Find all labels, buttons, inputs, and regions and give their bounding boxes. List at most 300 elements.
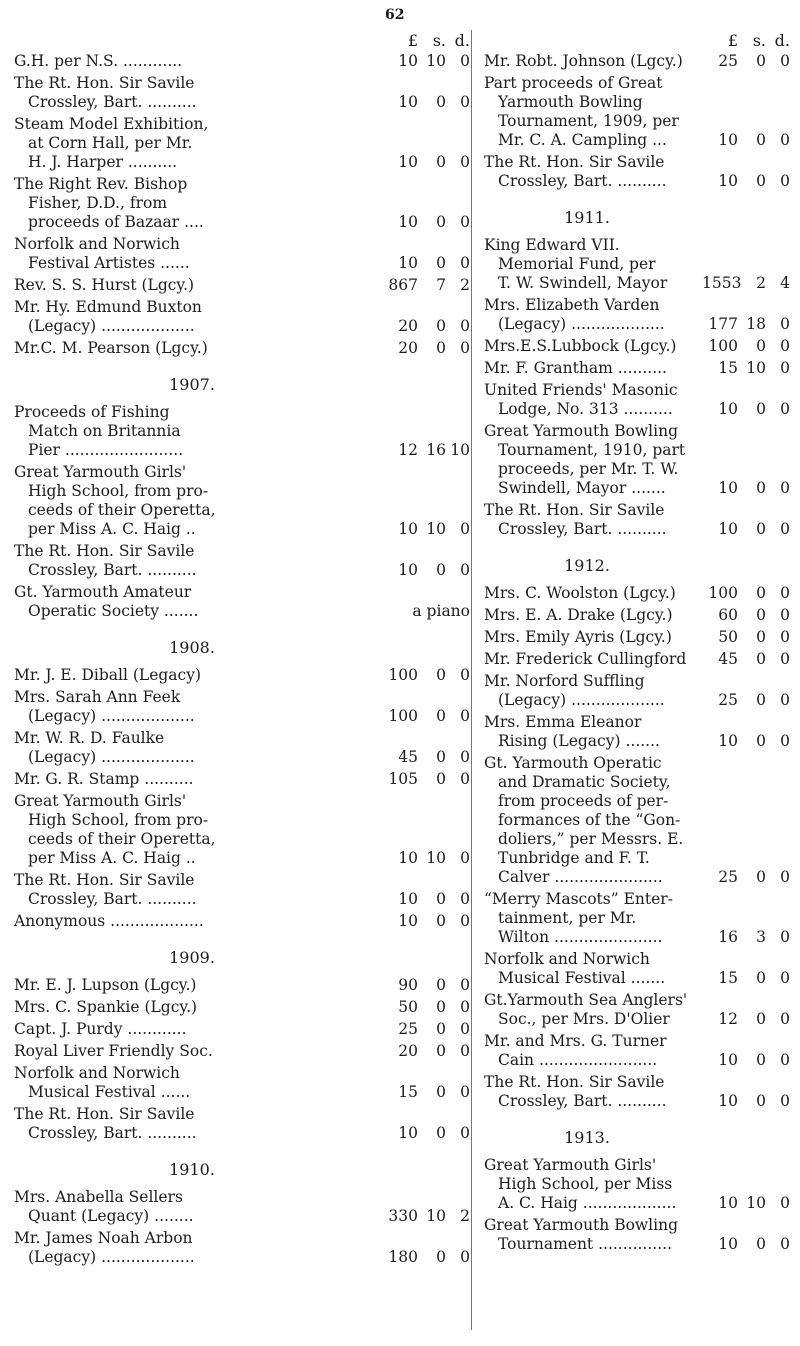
pence-value: 0 bbox=[780, 606, 790, 624]
shillings-value: 10 bbox=[426, 849, 446, 867]
donor-description bbox=[14, 770, 372, 789]
pounds-value: 50 bbox=[718, 628, 738, 646]
pence-value: 0 bbox=[460, 912, 470, 930]
donation-entry bbox=[14, 463, 470, 542]
donation-entry bbox=[484, 606, 790, 628]
donation-entry bbox=[484, 153, 790, 194]
description-line: The Rt. Hon. Sir Savile bbox=[484, 501, 665, 519]
column-divider bbox=[471, 30, 472, 1330]
shillings-value: 10 bbox=[746, 359, 766, 377]
donor-description bbox=[14, 1064, 372, 1102]
amount bbox=[372, 707, 470, 726]
pence-value: 0 bbox=[460, 153, 470, 171]
pence-value: 0 bbox=[780, 1051, 790, 1069]
donation-entry bbox=[14, 770, 470, 792]
description-line: Mr. Frederick Cullingford bbox=[484, 650, 687, 668]
description-line: Wilton ...................... bbox=[498, 928, 663, 946]
description-line: “Merry Mascots” Enter- bbox=[484, 890, 673, 908]
description-line: (Legacy) ................... bbox=[28, 707, 195, 725]
description-line: Great Yarmouth Bowling bbox=[484, 422, 678, 440]
pence-value: 0 bbox=[780, 359, 790, 377]
pounds-value: 10 bbox=[398, 561, 418, 579]
description-line: Mrs. C. Woolston (Lgcy.) bbox=[484, 584, 676, 602]
donation-entry bbox=[14, 792, 470, 871]
donor-description bbox=[14, 1188, 372, 1226]
donation-entry bbox=[484, 584, 790, 606]
description-line: Royal Liver Friendly Soc. bbox=[14, 1042, 213, 1060]
year-heading: 1907. bbox=[169, 375, 215, 394]
pence-value: 0 bbox=[780, 1194, 790, 1212]
description-line: ceeds of their Operetta, bbox=[28, 501, 216, 519]
donor-description bbox=[484, 236, 682, 293]
donation-entry bbox=[484, 754, 790, 890]
amount bbox=[682, 606, 790, 625]
amount bbox=[682, 628, 790, 647]
shillings-value: 0 bbox=[756, 400, 766, 418]
donation-entry bbox=[14, 583, 470, 624]
pounds-value: 16 bbox=[718, 928, 738, 946]
donor-description bbox=[14, 1020, 372, 1039]
donor-description bbox=[484, 628, 682, 647]
shillings-value: 0 bbox=[436, 1020, 446, 1038]
left-entries bbox=[14, 52, 470, 1270]
description-line: Crossley, Bart. .......... bbox=[28, 561, 197, 579]
pounds-value: 10 bbox=[398, 254, 418, 272]
pence-value: 0 bbox=[460, 770, 470, 788]
right-column bbox=[484, 30, 790, 1257]
donation-entry bbox=[14, 276, 470, 298]
donation-entry bbox=[14, 871, 470, 912]
pence-value: 0 bbox=[780, 1235, 790, 1253]
pounds-value: 177 bbox=[708, 315, 738, 333]
amount bbox=[372, 849, 470, 868]
pounds-value: 60 bbox=[718, 606, 738, 624]
amount bbox=[372, 748, 470, 767]
donor-description bbox=[14, 1105, 372, 1143]
pounds-value: 90 bbox=[398, 976, 418, 994]
donor-description bbox=[14, 298, 372, 336]
pounds-value: 10 bbox=[718, 400, 738, 418]
amount bbox=[372, 520, 470, 539]
amount bbox=[372, 666, 470, 685]
description-line: Calver ...................... bbox=[498, 868, 663, 886]
shillings-value: 0 bbox=[756, 732, 766, 750]
pence-value: 0 bbox=[780, 52, 790, 70]
description-line: Operatic Society ....... bbox=[28, 602, 199, 620]
shillings-value: 0 bbox=[756, 584, 766, 602]
donor-description bbox=[484, 74, 682, 150]
description-line: Steam Model Exhibition, bbox=[14, 115, 209, 133]
description-line: H. J. Harper .......... bbox=[28, 153, 178, 171]
pence-value: 0 bbox=[460, 998, 470, 1016]
description-line: Gt.Yarmouth Sea Anglers' bbox=[484, 991, 688, 1009]
description-line: High School, from pro- bbox=[28, 811, 209, 829]
shillings-value: 10 bbox=[426, 52, 446, 70]
description-line: Mr. C. A. Campling ... bbox=[498, 131, 667, 149]
pence-value: 0 bbox=[460, 520, 470, 538]
description-line: at Corn Hall, per Mr. bbox=[28, 134, 193, 152]
donation-entry bbox=[14, 1064, 470, 1105]
amount bbox=[372, 339, 470, 358]
description-line: Mrs. Anabella Sellers bbox=[14, 1188, 183, 1206]
donation-entry bbox=[14, 912, 470, 934]
page-number: 62 bbox=[385, 7, 405, 23]
description-line: Great Yarmouth Girls' bbox=[14, 463, 187, 481]
pounds-value: 10 bbox=[398, 93, 418, 111]
donor-description bbox=[484, 422, 685, 498]
donor-description bbox=[484, 584, 682, 603]
shillings-value: 0 bbox=[756, 337, 766, 355]
description-line: and Dramatic Society, bbox=[498, 773, 671, 791]
pence-value: 4 bbox=[780, 274, 790, 292]
shillings-value: 0 bbox=[756, 1235, 766, 1253]
donor-description bbox=[14, 463, 372, 539]
pounds-value: 15 bbox=[398, 1083, 418, 1101]
pence-value: 0 bbox=[780, 650, 790, 668]
description-line: Mr. F. Grantham .......... bbox=[484, 359, 667, 377]
description-line: proceeds, per Mr. T. W. bbox=[498, 460, 679, 478]
pence-value: 0 bbox=[780, 520, 790, 538]
pence-value: 0 bbox=[460, 976, 470, 994]
description-line: Fisher, D.D., from bbox=[28, 194, 168, 212]
donor-description bbox=[484, 650, 686, 669]
donor-description bbox=[484, 1032, 682, 1070]
pounds-value: 180 bbox=[388, 1248, 418, 1266]
description-line: Mrs. Emma Eleanor bbox=[484, 713, 642, 731]
shillings-value: 0 bbox=[436, 666, 446, 684]
left-column bbox=[14, 30, 470, 1270]
pounds-value: 20 bbox=[398, 1042, 418, 1060]
description-line: G.H. per N.S. ............ bbox=[14, 52, 183, 70]
shillings-value: 10 bbox=[426, 1207, 446, 1225]
shillings-value: 0 bbox=[756, 650, 766, 668]
pounds-header: £ bbox=[727, 31, 738, 50]
description-line: A. C. Haig ................... bbox=[498, 1194, 677, 1212]
donor-description bbox=[14, 235, 372, 273]
pounds-value: 10 bbox=[398, 153, 418, 171]
pence-value: 0 bbox=[460, 52, 470, 70]
donor-description bbox=[484, 991, 687, 1029]
pence-value: 0 bbox=[780, 928, 790, 946]
donation-entry bbox=[14, 688, 470, 729]
description-line: The Rt. Hon. Sir Savile bbox=[484, 1073, 665, 1091]
shillings-value: 0 bbox=[756, 1092, 766, 1110]
shillings-value: 0 bbox=[756, 628, 766, 646]
description-line: Tournament, 1910, part bbox=[498, 441, 686, 459]
amount bbox=[682, 1235, 790, 1254]
amount bbox=[682, 584, 790, 603]
amount bbox=[682, 131, 790, 150]
amount bbox=[372, 561, 470, 580]
pence-value: 10 bbox=[450, 441, 470, 459]
description-line: Norfolk and Norwich bbox=[484, 950, 650, 968]
donation-entry bbox=[484, 628, 790, 650]
donation-entry bbox=[484, 991, 790, 1032]
description-line: from proceeds of per- bbox=[498, 792, 669, 810]
pounds-value: 10 bbox=[718, 1194, 738, 1212]
donor-description bbox=[484, 359, 682, 378]
pounds-value: 25 bbox=[718, 691, 738, 709]
amount bbox=[683, 52, 790, 71]
shillings-value: 0 bbox=[756, 1010, 766, 1028]
pence-value: 2 bbox=[460, 276, 470, 294]
description-line: Gt. Yarmouth Operatic bbox=[484, 754, 662, 772]
donation-entry bbox=[484, 672, 790, 713]
pence-value: 0 bbox=[780, 584, 790, 602]
amount bbox=[372, 1124, 470, 1143]
pounds-value: 10 bbox=[718, 1092, 738, 1110]
description-line: King Edward VII. bbox=[484, 236, 620, 254]
pence-value: 0 bbox=[780, 131, 790, 149]
pounds-value: 1553 bbox=[702, 274, 742, 292]
description-line: Mr. Hy. Edmund Buxton bbox=[14, 298, 202, 316]
shillings-value: 0 bbox=[756, 520, 766, 538]
pounds-value: 10 bbox=[718, 172, 738, 190]
pence-header: d. bbox=[774, 31, 790, 50]
donor-description bbox=[14, 1042, 372, 1061]
donation-entry bbox=[484, 1156, 790, 1216]
pounds-value: 10 bbox=[398, 890, 418, 908]
pence-value: 0 bbox=[780, 172, 790, 190]
shillings-value: 0 bbox=[756, 606, 766, 624]
description-line: Mr. E. J. Lupson (Lgcy.) bbox=[14, 976, 197, 994]
donor-description bbox=[484, 153, 682, 191]
donation-entry bbox=[484, 52, 790, 74]
donor-description bbox=[484, 1073, 682, 1111]
donation-entry bbox=[14, 976, 470, 998]
right-entries bbox=[484, 52, 790, 1257]
description-line: tainment, per Mr. bbox=[498, 909, 637, 927]
description-line: Mrs. E. A. Drake (Lgcy.) bbox=[484, 606, 673, 624]
description-line: Quant (Legacy) ........ bbox=[28, 1207, 194, 1225]
description-line: Musical Festival ...... bbox=[28, 1083, 191, 1101]
amount bbox=[682, 732, 790, 751]
shillings-value: 0 bbox=[436, 213, 446, 231]
donation-entry bbox=[484, 422, 790, 501]
pounds-value: 10 bbox=[398, 213, 418, 231]
donation-entry bbox=[14, 175, 470, 235]
amount bbox=[687, 1010, 790, 1029]
donation-entry bbox=[14, 1105, 470, 1146]
donation-entry bbox=[484, 501, 790, 542]
pounds-value: 10 bbox=[718, 131, 738, 149]
currency-header bbox=[484, 30, 790, 52]
pence-value: 0 bbox=[460, 1020, 470, 1038]
pounds-value: 20 bbox=[398, 339, 418, 357]
description-line: Part proceeds of Great bbox=[484, 74, 663, 92]
pence-value: 0 bbox=[460, 317, 470, 335]
donor-description bbox=[14, 74, 372, 112]
donation-entry bbox=[14, 1042, 470, 1064]
description-line: Tunbridge and F. T. bbox=[498, 849, 650, 867]
amount bbox=[682, 1194, 790, 1213]
description-line: Proceeds of Fishing bbox=[14, 403, 170, 421]
donor-description bbox=[14, 115, 372, 172]
pounds-value: 10 bbox=[398, 520, 418, 538]
donor-description bbox=[484, 606, 682, 625]
pounds-value: 15 bbox=[718, 359, 738, 377]
description-line: Mrs. Emily Ayris (Lgcy.) bbox=[484, 628, 672, 646]
pence-value: 0 bbox=[460, 748, 470, 766]
donation-entry bbox=[484, 1032, 790, 1073]
shillings-value: 0 bbox=[436, 998, 446, 1016]
pounds-value: 20 bbox=[398, 317, 418, 335]
donor-description bbox=[14, 276, 372, 295]
description-line: Crossley, Bart. .......... bbox=[498, 520, 667, 538]
pounds-value: 10 bbox=[398, 1124, 418, 1142]
amount bbox=[682, 928, 790, 947]
description-line: per Miss A. C. Haig .. bbox=[28, 849, 196, 867]
currency-header bbox=[14, 30, 470, 52]
donor-description bbox=[484, 950, 682, 988]
amount bbox=[686, 650, 790, 669]
pounds-header: £ bbox=[407, 31, 418, 50]
description-line: (Legacy) ................... bbox=[28, 317, 195, 335]
amount bbox=[372, 998, 470, 1017]
donation-entry bbox=[14, 298, 470, 339]
donation-entry bbox=[484, 236, 790, 296]
donor-description bbox=[484, 754, 683, 887]
pence-value: 0 bbox=[460, 561, 470, 579]
amount bbox=[682, 520, 790, 539]
amount bbox=[372, 1248, 470, 1267]
shillings-value: 0 bbox=[436, 707, 446, 725]
shillings-value: 2 bbox=[756, 274, 766, 292]
description-line: proceeds of Bazaar .... bbox=[28, 213, 204, 231]
amount bbox=[372, 52, 470, 71]
pounds-value: 25 bbox=[398, 1020, 418, 1038]
description-line: Pier ........................ bbox=[28, 441, 184, 459]
pence-value: 0 bbox=[780, 628, 790, 646]
amount bbox=[372, 93, 470, 112]
donor-description bbox=[14, 871, 372, 909]
amount bbox=[372, 1083, 470, 1102]
amount bbox=[685, 479, 790, 498]
shillings-header: s. bbox=[432, 31, 446, 50]
shillings-value: 0 bbox=[436, 1042, 446, 1060]
amount bbox=[683, 868, 790, 887]
description-line: Anonymous ................... bbox=[14, 912, 204, 930]
donor-description bbox=[484, 1156, 682, 1213]
description-line: Mr. and Mrs. G. Turner bbox=[484, 1032, 667, 1050]
donor-description bbox=[14, 175, 372, 232]
pounds-value: 12 bbox=[398, 441, 418, 459]
shillings-value: 0 bbox=[436, 1124, 446, 1142]
pence-value: 0 bbox=[460, 849, 470, 867]
pence-value: 0 bbox=[460, 254, 470, 272]
year-heading: 1913. bbox=[564, 1128, 610, 1147]
shillings-value: 0 bbox=[436, 748, 446, 766]
year-heading: 1908. bbox=[169, 638, 215, 657]
description-line: formances of the “Gon- bbox=[498, 811, 681, 829]
description-line: United Friends' Masonic bbox=[484, 381, 678, 399]
pounds-value: 100 bbox=[708, 337, 738, 355]
description-line: (Legacy) ................... bbox=[28, 1248, 195, 1266]
description-line: Yarmouth Bowling bbox=[498, 93, 643, 111]
donor-description bbox=[14, 912, 372, 931]
pounds-value: 45 bbox=[718, 650, 738, 668]
shillings-value: 0 bbox=[756, 1051, 766, 1069]
donor-description bbox=[484, 501, 682, 539]
amount bbox=[372, 976, 470, 995]
amount bbox=[682, 337, 790, 356]
shillings-value: 0 bbox=[436, 1248, 446, 1266]
pence-value: 0 bbox=[460, 1124, 470, 1142]
pence-value: 2 bbox=[460, 1207, 470, 1225]
donation-entry bbox=[14, 235, 470, 276]
pence-value: 0 bbox=[460, 1042, 470, 1060]
donor-description bbox=[14, 998, 372, 1017]
description-line: Mrs. C. Spankie (Lgcy.) bbox=[14, 998, 198, 1016]
description-line: doliers,” per Messrs. E. bbox=[498, 830, 684, 848]
description-line: Cain ........................ bbox=[498, 1051, 658, 1069]
donation-entry bbox=[14, 1229, 470, 1270]
amount bbox=[372, 1042, 470, 1061]
pence-value: 0 bbox=[780, 868, 790, 886]
shillings-value: 0 bbox=[756, 52, 766, 70]
description-line: Mrs. Sarah Ann Feek bbox=[14, 688, 181, 706]
pounds-value: 10 bbox=[718, 1235, 738, 1253]
amount bbox=[372, 213, 470, 232]
pence-value: 0 bbox=[780, 337, 790, 355]
donation-entry bbox=[14, 1188, 470, 1229]
shillings-value: 0 bbox=[756, 479, 766, 497]
donor-description bbox=[14, 976, 372, 995]
description-line: Mr.C. M. Pearson (Lgcy.) bbox=[14, 339, 208, 357]
donation-entry bbox=[14, 729, 470, 770]
shillings-value: 0 bbox=[436, 93, 446, 111]
description-line: ceeds of their Operetta, bbox=[28, 830, 216, 848]
description-line: Musical Festival ....... bbox=[498, 969, 666, 987]
amount bbox=[372, 254, 470, 273]
pounds-value: 10 bbox=[718, 1051, 738, 1069]
amount bbox=[682, 172, 790, 191]
pounds-value: 25 bbox=[718, 52, 738, 70]
donor-description bbox=[484, 890, 682, 947]
shillings-value: 0 bbox=[436, 153, 446, 171]
pounds-value: 50 bbox=[398, 998, 418, 1016]
amount bbox=[372, 770, 470, 789]
shillings-value: 0 bbox=[436, 912, 446, 930]
donation-entry bbox=[14, 74, 470, 115]
description-line: Great Yarmouth Bowling bbox=[484, 1216, 678, 1234]
amount bbox=[372, 153, 470, 172]
pounds-value: 10 bbox=[398, 52, 418, 70]
description-line: per Miss A. C. Haig .. bbox=[28, 520, 196, 538]
amount bbox=[682, 1092, 790, 1111]
pence-value: 0 bbox=[460, 890, 470, 908]
shillings-value: 0 bbox=[436, 770, 446, 788]
description-line: The Rt. Hon. Sir Savile bbox=[14, 542, 195, 560]
donor-description bbox=[484, 672, 682, 710]
description-line: Lodge, No. 313 .......... bbox=[498, 400, 673, 418]
description-line: Norfolk and Norwich bbox=[14, 1064, 180, 1082]
shillings-value: 0 bbox=[756, 868, 766, 886]
description-line: Crossley, Bart. .......... bbox=[498, 172, 667, 190]
shillings-value: 0 bbox=[436, 339, 446, 357]
pence-value: 0 bbox=[460, 339, 470, 357]
donation-entry bbox=[484, 1216, 790, 1257]
pounds-value: 867 bbox=[388, 276, 418, 294]
donation-entry bbox=[484, 1073, 790, 1114]
donation-entry bbox=[484, 381, 790, 422]
donor-description bbox=[14, 792, 372, 868]
shillings-value: 16 bbox=[426, 441, 446, 459]
donation-entry bbox=[484, 950, 790, 991]
description-line: Mr. J. E. Diball (Legacy) bbox=[14, 666, 202, 684]
pounds-value: 12 bbox=[718, 1010, 738, 1028]
description-line: Mrs. Elizabeth Varden bbox=[484, 296, 660, 314]
